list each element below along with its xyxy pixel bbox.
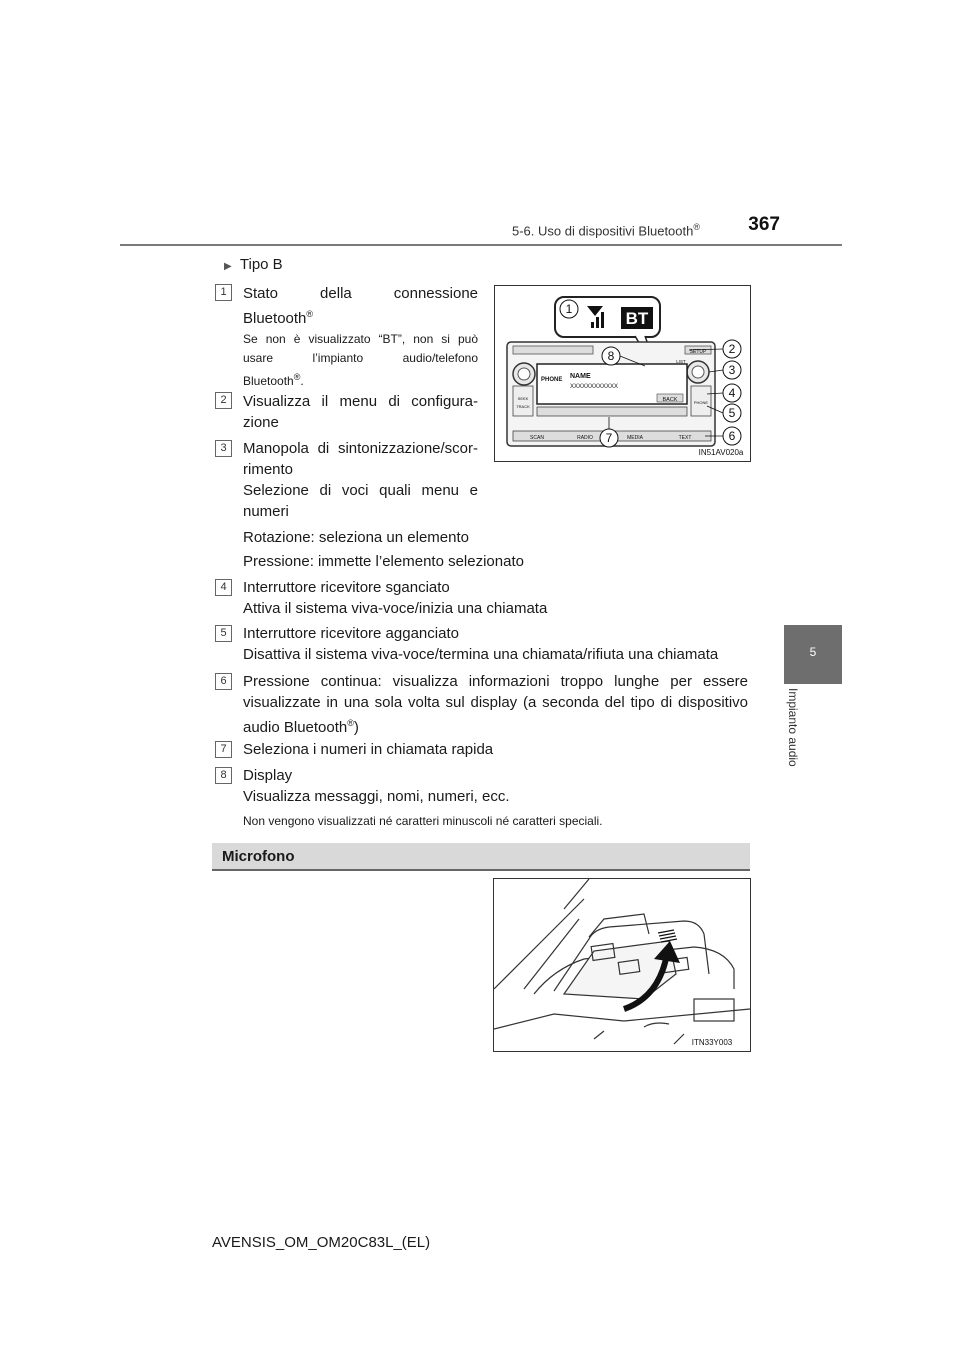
- item-1-note: [243, 330, 478, 391]
- chapter-title-vertical: [786, 688, 802, 828]
- list-label: LIST: [676, 359, 686, 364]
- callout-4: 4: [728, 386, 736, 400]
- display-back: BACK: [662, 397, 678, 403]
- media-button-label: MEDIA: [627, 435, 643, 441]
- item-3-line: rimento: [243, 461, 294, 478]
- subheading-text: Tipo B: [239, 256, 283, 273]
- item-3-line: Selezione di voci quali menu e: [243, 482, 478, 499]
- item-6-line: visualizzate in una sola volta sul display (a seconda del tipo di dispositivo: [243, 694, 748, 711]
- bubble-bt-text: BT: [625, 309, 649, 328]
- item-number-5: 5: [215, 625, 232, 642]
- item-6: [243, 671, 748, 738]
- callout-1: 1: [565, 302, 573, 316]
- item-number-1: 1: [215, 284, 232, 301]
- radio-button-label: RADIO: [577, 435, 593, 441]
- callout-3: 3: [728, 363, 736, 377]
- item-6-line: audio Bluetooth®): [243, 718, 359, 736]
- item-number-3: 3: [215, 440, 232, 457]
- item-number-6: 6: [215, 673, 232, 690]
- audio-unit-figure: [494, 285, 751, 462]
- microphone-illustration: [494, 879, 750, 1051]
- header-rule: [120, 244, 842, 246]
- item-2-line: zione: [243, 414, 279, 431]
- item-8: [243, 765, 748, 807]
- triangle-bullet-icon: ▶: [224, 261, 232, 272]
- document-footer-code: AVENSIS_OM_OM20C83L_(EL): [212, 1234, 431, 1251]
- item-8-line: Display: [243, 767, 293, 784]
- item-4: [243, 577, 748, 619]
- item-3-line: Manopola di sintonizzazione/scor-: [243, 440, 478, 457]
- figure-code: IN51AV020a: [698, 448, 744, 457]
- item-1-line: Stato della connessione: [243, 285, 478, 302]
- chapter-tab: [784, 625, 842, 684]
- item-number-7: 7: [215, 741, 232, 758]
- item-1: [243, 283, 478, 329]
- item-number-2: 2: [215, 392, 232, 409]
- item-3-press: Pressione: immette l’elemento selezionato: [243, 553, 524, 570]
- item-6-line: Pressione continua: visualizza informazioni troppo lunghe per essere: [243, 673, 748, 690]
- item-number-8: 8: [215, 767, 232, 784]
- item-3-rotation: Rotazione: seleziona un elemento: [243, 529, 469, 546]
- microphone-figure: [493, 878, 751, 1052]
- chapter-title: Impianto audio: [786, 688, 800, 767]
- scan-button-label: SCAN: [530, 435, 544, 441]
- item-2: [243, 391, 478, 433]
- page-number: 367: [748, 214, 780, 235]
- text-button-label: TEXT: [678, 435, 692, 441]
- chapter-number: 5: [809, 645, 817, 659]
- audio-unit-illustration: [495, 286, 750, 461]
- callout-2: 2: [728, 342, 736, 356]
- item-number-4: 4: [215, 579, 232, 596]
- figure-code-2: ITN33Y003: [691, 1038, 733, 1047]
- microphone-grille-icon: [658, 930, 677, 942]
- phone-side-label: PHONE: [693, 400, 709, 405]
- callout-7: 7: [605, 431, 613, 445]
- note-line: Bluetooth®.: [243, 372, 304, 388]
- item-1-line: Bluetooth®: [243, 309, 314, 327]
- item-5-line: Disattiva il sistema viva-voce/termina una chiamata/rifiuta una chiamata: [243, 646, 719, 663]
- setup-label: SETUP: [689, 349, 707, 355]
- item-3: [243, 438, 478, 522]
- item-5-line: Interruttore ricevitore agganciato: [243, 625, 459, 642]
- callout-5: 5: [728, 406, 736, 420]
- seek-label: SEEK: [517, 396, 529, 401]
- item-4-line: Attiva il sistema viva-voce/inizia una chiamata: [243, 600, 548, 617]
- note-line: usare l’impianto audio/telefono: [243, 351, 478, 365]
- item-2-line: Visualizza il menu di configura-: [243, 393, 478, 410]
- display-phone-label: PHONE: [541, 377, 563, 383]
- section-heading-text: Microfono: [222, 848, 295, 865]
- track-label: TRACK: [516, 404, 530, 409]
- section-heading-microfono: [212, 843, 750, 871]
- item-7: Seleziona i numeri in chiamata rapida: [243, 741, 494, 758]
- item-5: [243, 623, 748, 665]
- item-8-note: Non vengono visualizzati né caratteri minuscoli né caratteri speciali.: [243, 814, 603, 828]
- callout-6: 6: [728, 429, 736, 443]
- item-8-line: Visualizza messaggi, nomi, numeri, ecc.: [243, 788, 510, 805]
- item-3-line: numeri: [243, 503, 289, 520]
- running-header-title: 5-6. Uso di dispositivi Bluetooth®: [511, 222, 700, 239]
- subheading: [224, 254, 283, 277]
- display-digits: XXXXXXXXXXXX: [570, 384, 619, 390]
- callout-8: 8: [607, 349, 615, 363]
- display-name: NAME: [570, 373, 591, 380]
- note-line: Se non è visualizzato “BT”, non si può: [243, 332, 478, 346]
- item-4-line: Interruttore ricevitore sganciato: [243, 579, 450, 596]
